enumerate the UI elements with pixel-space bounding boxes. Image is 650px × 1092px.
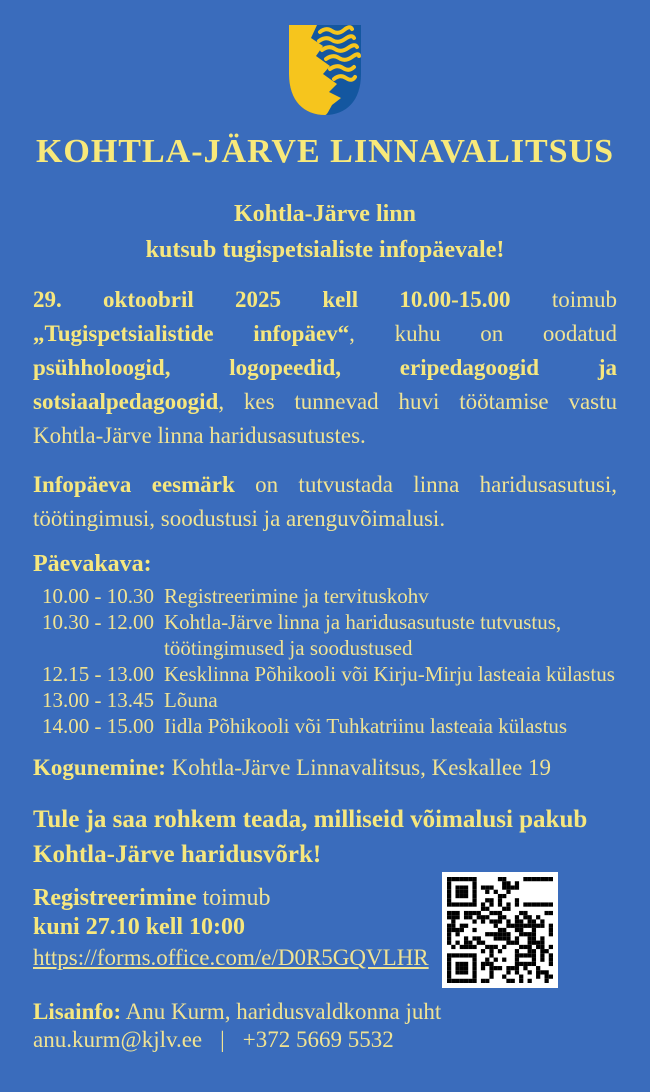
registration-section: [33, 884, 617, 988]
agenda-item-text: Lõuna: [164, 688, 218, 712]
goal-text: on tutvustada linna haridusasutusi, töötingimusi, soodustusi ja arenguvõimalusi.: [33, 472, 617, 531]
contact-person: Anu Kurm, haridusvaldkonna juht: [121, 999, 442, 1024]
agenda-item-text: [164, 609, 617, 661]
intro-seg6: , kes tunnevad huvi töötamise vastu Kohtla-Järve linna haridusasutustes.: [33, 389, 617, 448]
subtitle-line1: Kohtla-Järve linn: [233, 201, 416, 227]
registration-deadline: kuni 27.10 kell 10:00: [33, 914, 246, 940]
intro-paragraph: [33, 283, 617, 453]
contact-phone: +372 5669 5532: [242, 1027, 394, 1052]
agenda-item: [42, 661, 617, 687]
agenda-item-time: 13.00 - 13.45: [42, 688, 154, 712]
intro-seg2: toimub: [510, 287, 617, 312]
registration-label: Registreerimine: [33, 885, 197, 911]
gathering-line: [33, 753, 617, 783]
intro-specialists-bold: psühholoogid, logopeedid, eripedagoogid ja sotsiaalpedagoogid: [33, 355, 617, 414]
goal-paragraph: [33, 468, 617, 536]
subtitle: [33, 196, 617, 268]
contact-email: anu.kurm@kjlv.ee: [33, 1027, 203, 1052]
agenda-item-time: 14.00 - 15.00: [42, 714, 154, 738]
contact-separator: |: [220, 1027, 225, 1052]
contact-line1: [33, 998, 617, 1026]
agenda-item-text-line2: töötingimused ja soodustused: [164, 636, 413, 660]
agenda-heading: Päevakava:: [33, 551, 152, 577]
qr-code-icon: [447, 877, 553, 983]
agenda-item-time: 10.30 - 12.00: [42, 610, 154, 634]
intro-date-bold: 29. oktoobril 2025 kell 10.00-15.00: [33, 287, 511, 312]
agenda-item-text: Kesklinna Põhikooli või Kirju-Mirju lasteaia külastus: [164, 662, 615, 686]
registration-form-link[interactable]: https://forms.office.com/e/D0R5GQVLHR: [33, 945, 429, 970]
gathering-label: Kogunemine:: [33, 755, 166, 780]
contact-line2: [33, 1026, 617, 1054]
registration-line1: [33, 884, 429, 913]
city-coat-of-arms: [33, 24, 617, 116]
subtitle-line2: kutsub tugispetsialiste infopäevale!: [145, 237, 505, 263]
agenda-item-text: Iidla Põhikooli või Tuhkatriinu lasteaia külastus: [164, 714, 568, 738]
agenda-item: [42, 583, 617, 609]
intro-seg4: , kuhu on oodatud: [349, 321, 617, 346]
contact-label: Lisainfo:: [33, 999, 122, 1024]
intro-event-name-bold: „Tugispetsialistide infopäev“: [33, 321, 350, 346]
agenda-list: [33, 583, 617, 739]
gathering-address: Kohtla-Järve Linnavalitsus, Keskallee 19: [165, 755, 552, 780]
contact-section: [33, 998, 617, 1054]
agenda-item-time: 12.15 - 13.00: [42, 662, 154, 686]
agenda-item: [42, 687, 617, 713]
cta-text: Tule ja saa rohkem teada, milliseid võimalusi pakub Kohtla-Järve haridusvõrk!: [33, 806, 588, 868]
goal-label-bold: Infopäeva eesmärk: [33, 472, 235, 497]
registration-label-rest: toimub: [196, 885, 271, 911]
qr-code: [442, 872, 558, 988]
agenda-item: [42, 713, 617, 739]
agenda-item: [42, 609, 617, 661]
agenda-item-text-line1: Kohtla-Järve linna ja haridusasutuste tutvustus,: [164, 610, 562, 634]
coat-of-arms-icon: [286, 24, 364, 116]
page-title: KOHTLA-JÄRVE LINNAVALITSUS: [35, 133, 615, 170]
registration-info: [33, 884, 429, 973]
agenda-item-text: Registreerimine ja tervituskohv: [164, 584, 429, 608]
agenda-item-time: 10.00 - 10.30: [42, 584, 154, 608]
